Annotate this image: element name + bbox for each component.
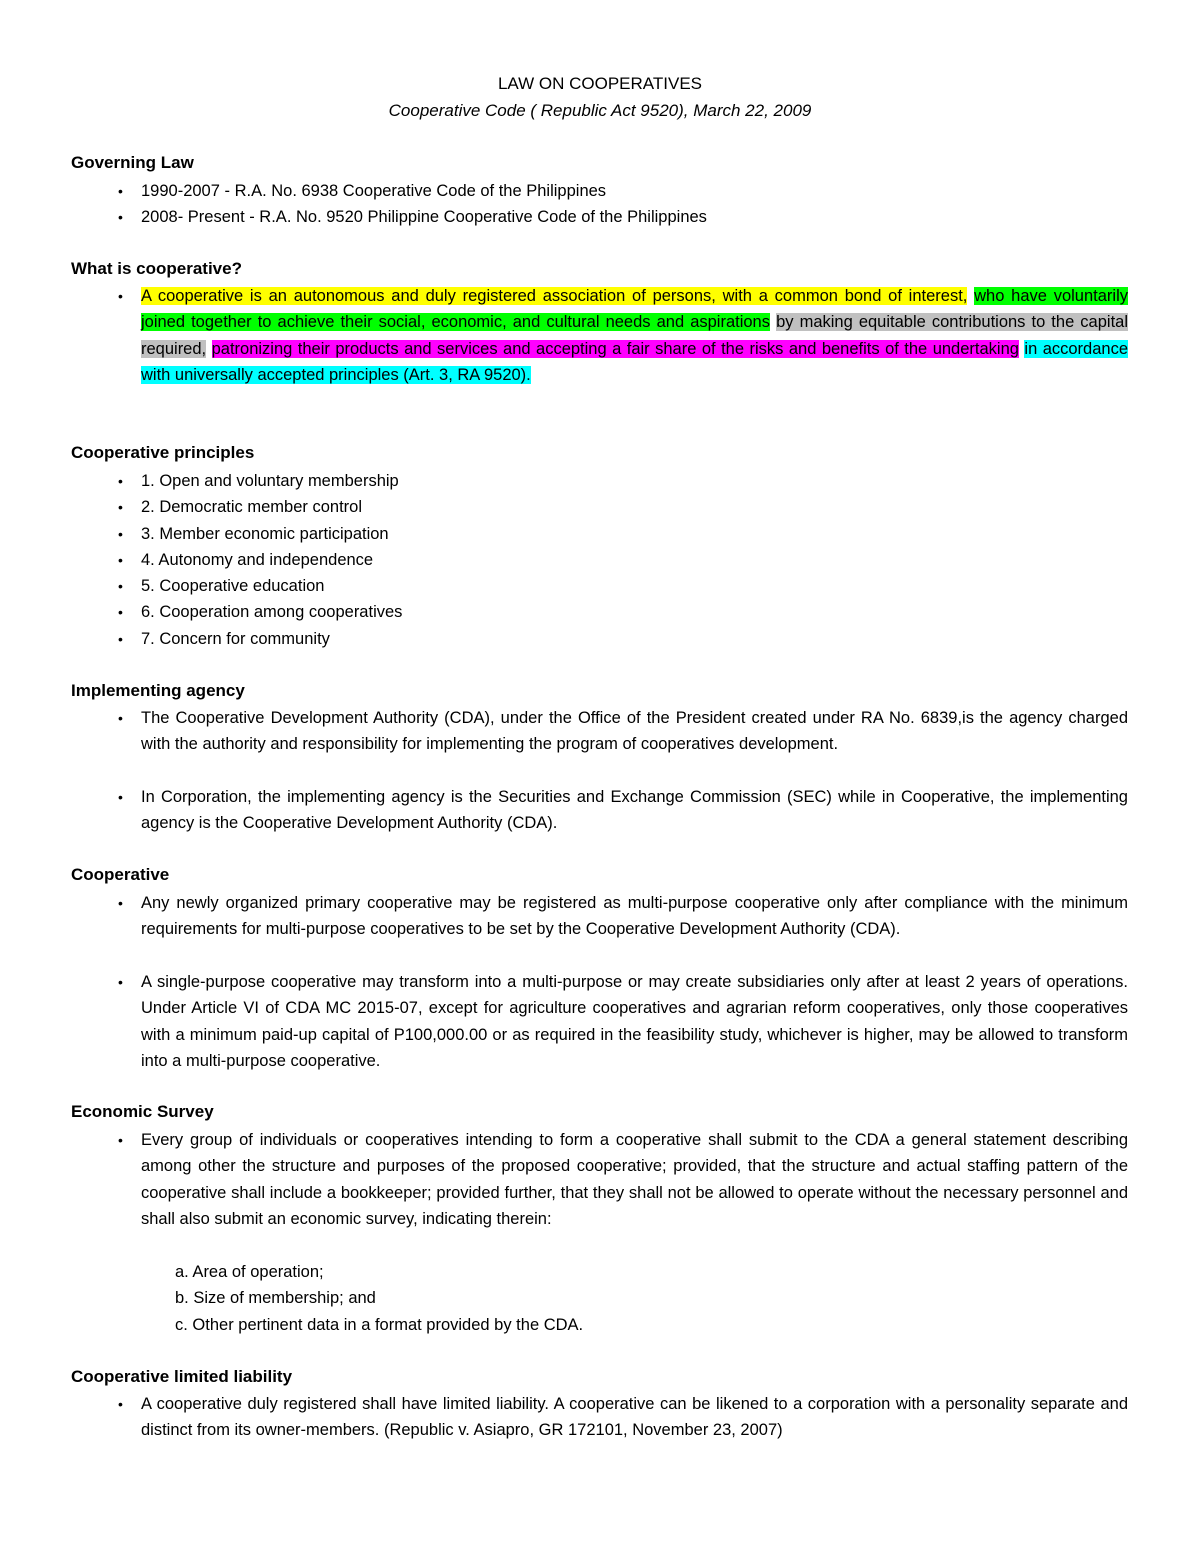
sub-list-item: a. Area of operation; — [175, 1263, 324, 1281]
list-item — [118, 626, 1128, 652]
title-block — [0, 72, 1200, 125]
bullet-icon: • — [118, 604, 123, 620]
heading-governing-law: Governing Law — [71, 153, 194, 172]
highlight-green: who have voluntarily joined together to achieve their social, economic, and cultural needs and aspirations — [141, 287, 1128, 332]
principle-text: 2. Democratic member control — [141, 498, 362, 516]
bullet-icon: • — [118, 526, 123, 542]
list-item-text: A single-purpose cooperative may transform into a multi-purpose or may create subsidiaries only after at least 2 years of operations. Under Article VI of CDA MC 2015-07, except for agriculture cooperatives and agrarian reform cooperatives, only those cooperatives with a minimum paid-up capital of P100,000.00 or as required in the feasibility study, whichever is higher, may be allowed to transform into a multi-purpose cooperative. — [141, 973, 1128, 1071]
highlight-gray: by making equitable contributions to the capital required, — [141, 313, 1129, 358]
sub-list-item: c. Other pertinent data in a format provided by the CDA. — [175, 1316, 584, 1334]
bullet-icon: • — [118, 183, 123, 199]
principle-text: 4. Autonomy and independence — [141, 551, 374, 569]
bullet-icon: • — [118, 631, 123, 647]
list-item — [118, 547, 1128, 573]
list-item — [118, 599, 1128, 625]
bullet-icon: • — [118, 209, 123, 225]
bullet-icon: • — [118, 710, 123, 726]
list-item — [118, 468, 1128, 494]
bullet-icon: • — [118, 288, 123, 304]
list-item — [118, 969, 1128, 1075]
principle-text: 6. Cooperation among cooperatives — [141, 603, 403, 621]
bullet-icon: • — [118, 974, 123, 990]
list-item — [118, 705, 1128, 758]
highlight-yellow: A cooperative is an autonomous and duly registered association of persons, with a common bond of interest, — [141, 287, 968, 305]
heading-cooperative-principles: Cooperative principles — [71, 443, 255, 462]
bullet-icon: • — [118, 499, 123, 515]
document-title: LAW ON COOPERATIVES — [497, 74, 703, 93]
list-item — [118, 178, 1128, 204]
heading-cooperative: Cooperative — [71, 865, 170, 884]
list-item-text: A cooperative duly registered shall have limited liability. A cooperative can be likened to a corporation with a personality separate and distinct from its owner-members. (Republic v. Asiapro, GR 172101, November 23, 2007) — [141, 1395, 1128, 1440]
list-item-text: Any newly organized primary cooperative may be registered as multi-purpose cooperative only after compliance with the minimum requirements for multi-purpose cooperatives to be set by the Cooperative Development Authority (CDA). — [141, 894, 1128, 939]
bullet-icon: • — [118, 1396, 123, 1412]
highlight-cyan: in accordance with universally accepted principles (Art. 3, RA 9520). — [141, 339, 1129, 385]
bullet-icon: • — [118, 578, 123, 594]
heading-what-is-cooperative: What is cooperative? — [71, 259, 242, 278]
definition-item — [118, 283, 1128, 389]
definition-text — [141, 283, 1128, 389]
list-item — [118, 204, 1128, 230]
highlight-magenta: patronizing their products and services and accepting a fair share of the risks and benefits of the undertaking — [211, 339, 1019, 358]
list-item — [118, 521, 1128, 547]
list-item — [118, 890, 1128, 943]
bullet-icon: • — [118, 895, 123, 911]
bullet-icon: • — [118, 789, 123, 805]
bullet-icon: • — [118, 552, 123, 568]
list-item — [118, 573, 1128, 599]
heading-cooperative-limited-liability: Cooperative limited liability — [71, 1367, 293, 1386]
list-item-text: The Cooperative Development Authority (CDA), under the Office of the President created under RA No. 6839,is the agency charged with the authority and responsibility for implementing the program of cooperatives development. — [141, 709, 1128, 754]
list-item — [118, 494, 1128, 520]
heading-economic-survey: Economic Survey — [71, 1102, 214, 1121]
bullet-icon: • — [118, 473, 123, 489]
sub-list-item: b. Size of membership; and — [175, 1289, 376, 1307]
heading-implementing-agency: Implementing agency — [71, 681, 245, 700]
list-item-text: In Corporation, the implementing agency is the Securities and Exchange Commission (SEC) while in Cooperative, the implementing agency is the Cooperative Development Authority (CDA). — [141, 788, 1128, 833]
bullet-icon: • — [118, 1132, 123, 1148]
list-item-text: Every group of individuals or cooperatives intending to form a cooperative shall submit to the CDA a general statement describing among other the structure and purposes of the proposed cooperative; provided, that the structure and actual staffing pattern of the cooperative shall include a bookkeeper; provided further, that they shall not be allowed to operate without the necessary personnel and shall also submit an economic survey, indicating therein: — [141, 1131, 1128, 1229]
list-item — [118, 1127, 1128, 1233]
document-subtitle: Cooperative Code ( Republic Act 9520), March 22, 2009 — [388, 101, 812, 120]
list-item-text: 1990-2007 - R.A. No. 6938 Cooperative Code of the Philippines — [141, 182, 607, 200]
list-item — [118, 784, 1128, 837]
principle-text: 7. Concern for community — [141, 630, 330, 648]
principle-text: 1. Open and voluntary membership — [141, 472, 399, 490]
list-item — [118, 1391, 1128, 1444]
principle-text: 5. Cooperative education — [141, 577, 325, 595]
list-item-text: 2008- Present - R.A. No. 9520 Philippine Cooperative Code of the Philippines — [141, 208, 707, 226]
principle-text: 3. Member economic participation — [141, 525, 389, 543]
